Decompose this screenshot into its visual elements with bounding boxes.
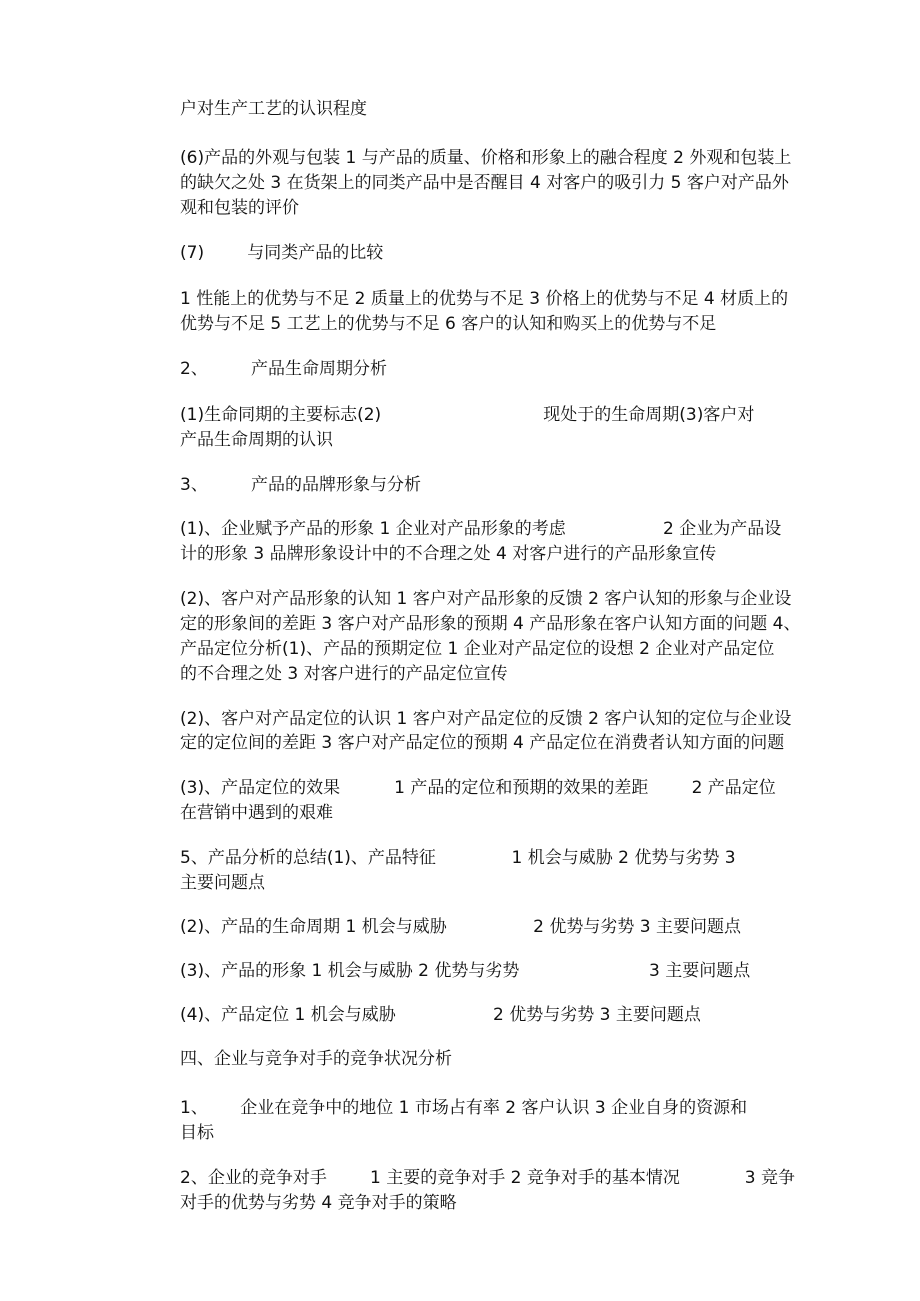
text-line: 1 性能上的优势与不足 2 质量上的优势与不足 3 价格上的优势与不足 4 材质上的 xyxy=(180,289,789,309)
text-line: 计的形象 3 品牌形象设计中的不合理之处 4 对客户进行的产品形象宣传 xyxy=(180,544,717,564)
text-line: 3、 产品的品牌形象与分析 xyxy=(180,475,422,495)
text-line: (2)、客户对产品形象的认知 1 客户对产品形象的反馈 2 客户认知的形象与企业设 xyxy=(180,589,792,609)
text-line: 户对生产工艺的认识程度 xyxy=(180,99,367,119)
text-line: 优势与不足 5 工艺上的优势与不足 6 客户的认知和购买上的优势与不足 xyxy=(180,314,717,334)
text-line: 定的形象间的差距 3 客户对产品形象的预期 4 产品形象在客户认知方面的问题 4、 xyxy=(180,614,801,634)
text-line: (3)、产品定位的效果 1 产品的定位和预期的效果的差距 2 产品定位 xyxy=(180,778,776,798)
text-line: 主要问题点 xyxy=(180,873,265,893)
text-line: 1、 企业在竞争中的地位 1 市场占有率 2 客户认识 3 企业自身的资源和 xyxy=(180,1098,748,1118)
text-line: (4)、产品定位 1 机会与威胁 2 优势与劣势 3 主要问题点 xyxy=(180,1005,701,1025)
text-line: 目标 xyxy=(180,1123,214,1143)
text-line: 四、企业与竞争对手的竞争状况分析 xyxy=(180,1049,452,1069)
text-line: 的不合理之处 3 对客户进行的产品定位宣传 xyxy=(180,664,508,684)
text-line: (6)产品的外观与包装 1 与产品的质量、价格和形象上的融合程度 2 外观和包装上 xyxy=(180,148,792,168)
text-line: 2、企业的竞争对手 1 主要的竞争对手 2 竞争对手的基本情况 3 竞争 xyxy=(180,1168,795,1188)
text-line: 观和包装的评价 xyxy=(180,198,299,218)
text-line: 5、产品分析的总结(1)、产品特征 1 机会与威胁 2 优势与劣势 3 xyxy=(180,848,736,868)
text-line: (1)、企业赋予产品的形象 1 企业对产品形象的考虑 2 企业为产品设 xyxy=(180,519,782,539)
text-line: 定的定位间的差距 3 客户对产品定位的预期 4 产品定位在消费者认知方面的问题 xyxy=(180,733,785,753)
text-line: (1)生命同期的主要标志(2) 现处于的生命周期(3)客户对 xyxy=(180,405,755,425)
text-line: 2、 产品生命周期分析 xyxy=(180,359,388,379)
text-line: (3)、产品的形象 1 机会与威胁 2 优势与劣势 3 主要问题点 xyxy=(180,961,751,981)
text-line: 的缺欠之处 3 在货架上的同类产品中是否醒目 4 对客户的吸引力 5 客户对产品外 xyxy=(180,173,789,193)
text-line: (2)、产品的生命周期 1 机会与威胁 2 优势与劣势 3 主要问题点 xyxy=(180,917,742,937)
text-line: (2)、客户对产品定位的认识 1 客户对产品定位的反馈 2 客户认知的定位与企业设 xyxy=(180,709,792,729)
text-line: 在营销中遇到的艰难 xyxy=(180,803,333,823)
text-line: 产品定位分析(1)、产品的预期定位 1 企业对产品定位的设想 2 企业对产品定位 xyxy=(180,639,775,659)
text-line: 对手的优势与劣势 4 竞争对手的策略 xyxy=(180,1193,457,1213)
text-line: (7) 与同类产品的比较 xyxy=(180,243,384,263)
text-line: 产品生命周期的认识 xyxy=(180,430,333,450)
